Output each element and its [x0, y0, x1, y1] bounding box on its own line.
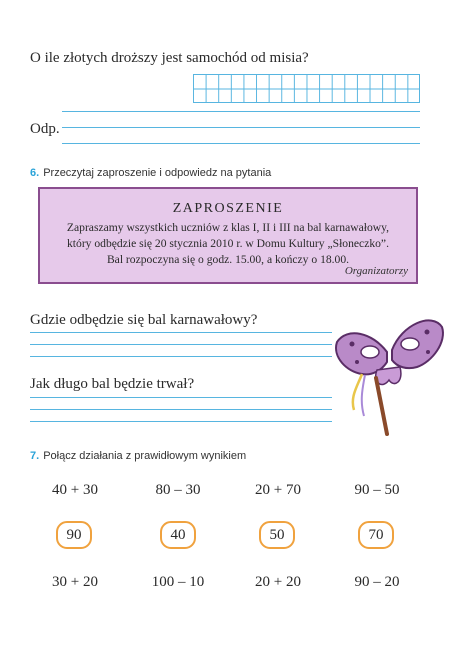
- expression-top: 80 – 30: [155, 482, 201, 498]
- invitation-line: Zapraszamy wszystkich uczniów z klas I, II i III na bal karnawałowy,: [66, 221, 390, 234]
- task-7-header: [30, 446, 246, 464]
- question-duration: Jak długo bal będzie trwał?: [30, 376, 195, 392]
- expression-top: 40 + 30: [52, 482, 98, 498]
- invitation-body: [40, 220, 416, 268]
- task-instruction: Połącz działania z prawidłowym wynikiem: [43, 450, 247, 462]
- task-number: 7.: [30, 450, 40, 462]
- answer-line[interactable]: [30, 356, 332, 357]
- result-pill[interactable]: 40: [160, 521, 196, 549]
- question-where: Gdzie odbędzie się bal karnawałowy?: [30, 312, 258, 328]
- carnival-mask-illustration: [332, 312, 447, 437]
- invitation-line: który odbędzie się 20 stycznia 2010 r. w Domu Kultury „Słoneczko”.: [67, 237, 389, 250]
- invitation-card: [38, 187, 418, 284]
- task-6-header: [30, 163, 271, 181]
- task-number: 6.: [30, 167, 40, 179]
- expression-bottom: 100 – 10: [151, 574, 205, 590]
- answer-line[interactable]: [62, 143, 420, 144]
- result-pill[interactable]: 70: [358, 521, 394, 549]
- answer-label: Odp.: [30, 121, 60, 137]
- answer-line[interactable]: [30, 421, 332, 422]
- expression-top: 90 – 50: [354, 482, 400, 498]
- task-instruction: Przeczytaj zaproszenie i odpowiedz na pytania: [43, 167, 272, 179]
- answer-line[interactable]: [30, 397, 332, 398]
- result-pill[interactable]: 90: [56, 521, 92, 549]
- result-pill[interactable]: 50: [259, 521, 295, 549]
- answer-line[interactable]: [30, 332, 332, 333]
- invitation-title: ZAPROSZENIE: [172, 201, 284, 216]
- expression-top: 20 + 70: [255, 482, 301, 498]
- answer-line[interactable]: [62, 111, 420, 112]
- expression-bottom: 90 – 20: [354, 574, 400, 590]
- expression-bottom: 20 + 20: [255, 574, 301, 590]
- question-car: O ile złotych droższy jest samochód od misia?: [30, 50, 309, 66]
- expression-bottom: 30 + 20: [52, 574, 98, 590]
- answer-line[interactable]: [62, 127, 420, 128]
- invitation-signature: Organizatorzy: [344, 265, 408, 277]
- answer-line[interactable]: [30, 344, 332, 345]
- invitation-line: Bal rozpoczyna się o godz. 15.00, a kończy o 18.00.: [106, 253, 350, 266]
- answer-grid[interactable]: [193, 74, 420, 103]
- answer-line[interactable]: [30, 409, 332, 410]
